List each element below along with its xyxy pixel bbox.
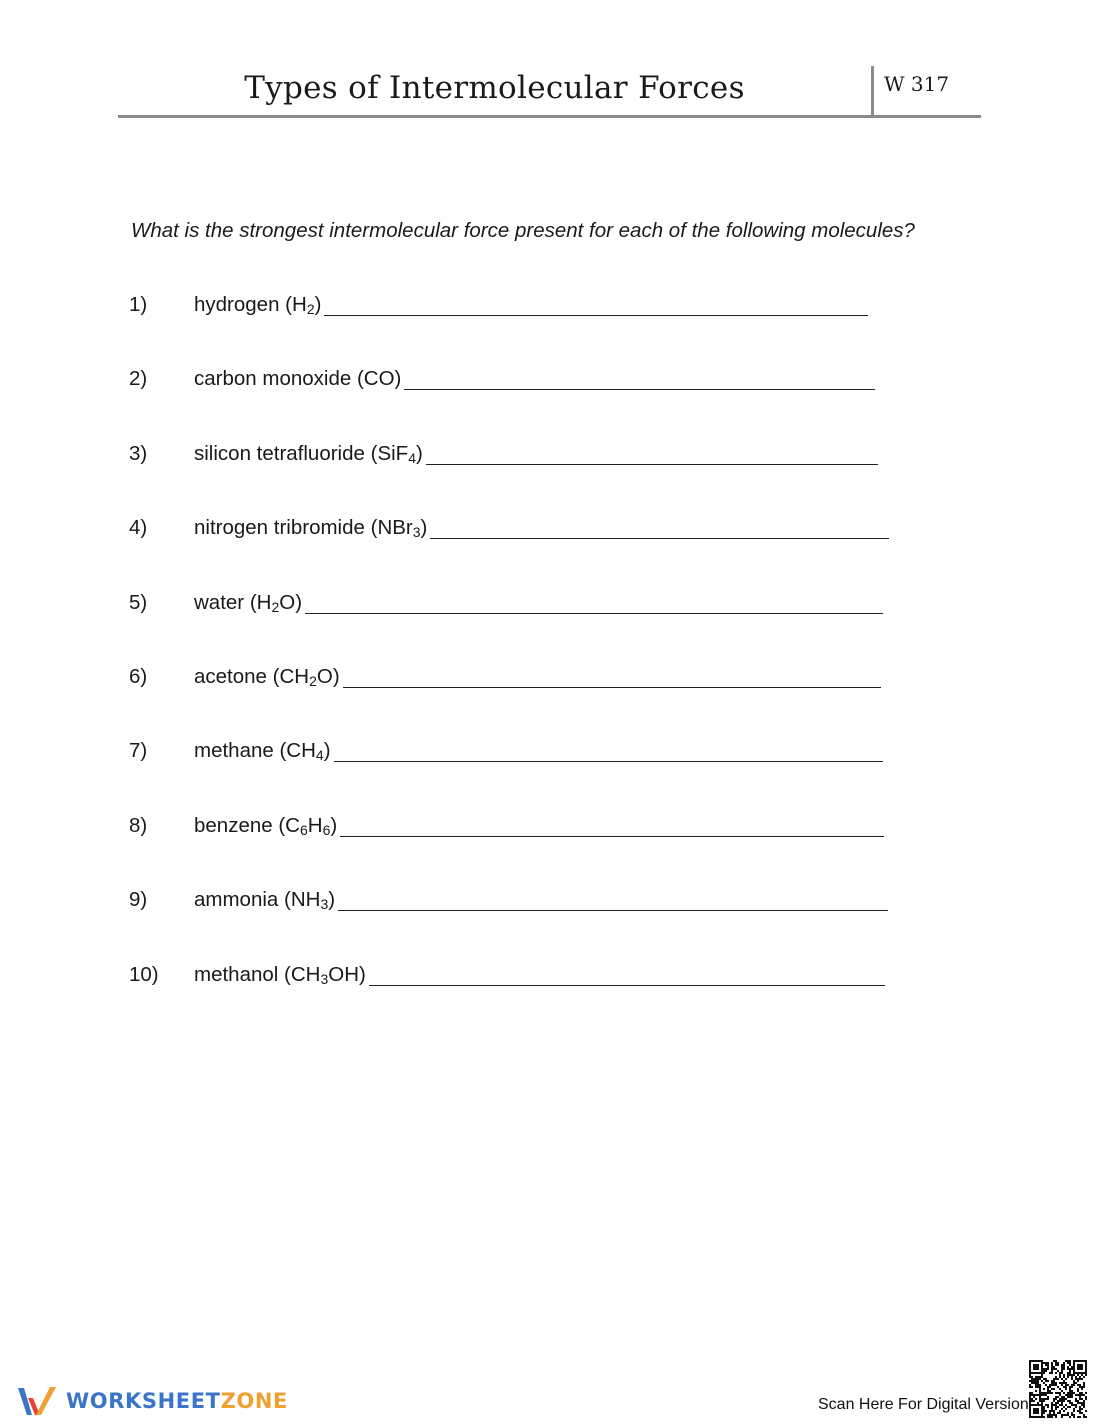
answer-line[interactable]	[338, 910, 888, 911]
question-number: 10)	[129, 962, 159, 986]
answer-line[interactable]	[340, 836, 884, 837]
answer-line[interactable]	[404, 389, 875, 390]
header-divider	[871, 66, 874, 118]
question-text: water $(H_2O)$	[194, 590, 303, 615]
question-number: 1)	[129, 293, 148, 316]
question-text: nitrogen tribromide (NBr$_3$)	[194, 516, 428, 541]
answer-line[interactable]	[305, 613, 883, 614]
question-text: hydrogen $(H_2)$	[194, 293, 322, 317]
question-text: acetone $(CH_2O)$	[194, 665, 340, 689]
answer-line[interactable]	[430, 538, 889, 539]
question-text: silicon tetrafluoride (SiF$_4$)	[194, 441, 423, 466]
page-title: Types of Intermolecular Forces	[244, 70, 745, 106]
question-number: 9)	[129, 888, 148, 912]
question-number: 8)	[129, 813, 148, 837]
question-number: 5)	[129, 590, 148, 614]
question-item	[129, 293, 929, 323]
question-item	[129, 516, 929, 546]
question-number: 7)	[129, 739, 148, 763]
question-text: benzene $(C_6H_6)$	[194, 813, 338, 838]
header-rule	[118, 115, 981, 118]
question-number: 4)	[129, 516, 148, 540]
scan-text: Scan Here For Digital Version	[818, 1396, 1029, 1413]
question-text: ammonia $(NH_3)$	[194, 888, 336, 913]
question-text: carbon monoxide (CO)	[194, 367, 402, 391]
question-text: methane $(CH_4)$	[194, 739, 331, 764]
qr-code-icon[interactable]	[1029, 1360, 1087, 1418]
brand-name-part2: ZONE	[220, 1389, 288, 1413]
worksheet-code: W 317	[884, 72, 950, 96]
answer-line[interactable]	[334, 761, 883, 762]
brand-name-part1: WORKSHEET	[66, 1389, 221, 1413]
question-item	[129, 591, 929, 621]
question-text: methanol $(CH_3OH)$	[194, 962, 366, 987]
question-item	[129, 442, 929, 472]
question-item	[129, 665, 929, 695]
question-item	[129, 814, 929, 844]
answer-line[interactable]	[324, 315, 868, 316]
instructions: What is the strongest intermolecular force present for each of the following molecules?	[131, 219, 915, 242]
question-item	[129, 963, 929, 993]
answer-line[interactable]	[369, 985, 885, 986]
question-number: 3)	[129, 441, 148, 465]
worksheetzone-logo-icon	[16, 1384, 62, 1418]
question-item	[129, 888, 929, 918]
worksheetzone-logo	[16, 1384, 288, 1418]
question-number: 6)	[129, 665, 148, 688]
question-item	[129, 367, 929, 397]
question-number: 2)	[129, 367, 148, 391]
answer-line[interactable]	[426, 464, 878, 465]
answer-line[interactable]	[343, 687, 881, 688]
question-item	[129, 739, 929, 769]
